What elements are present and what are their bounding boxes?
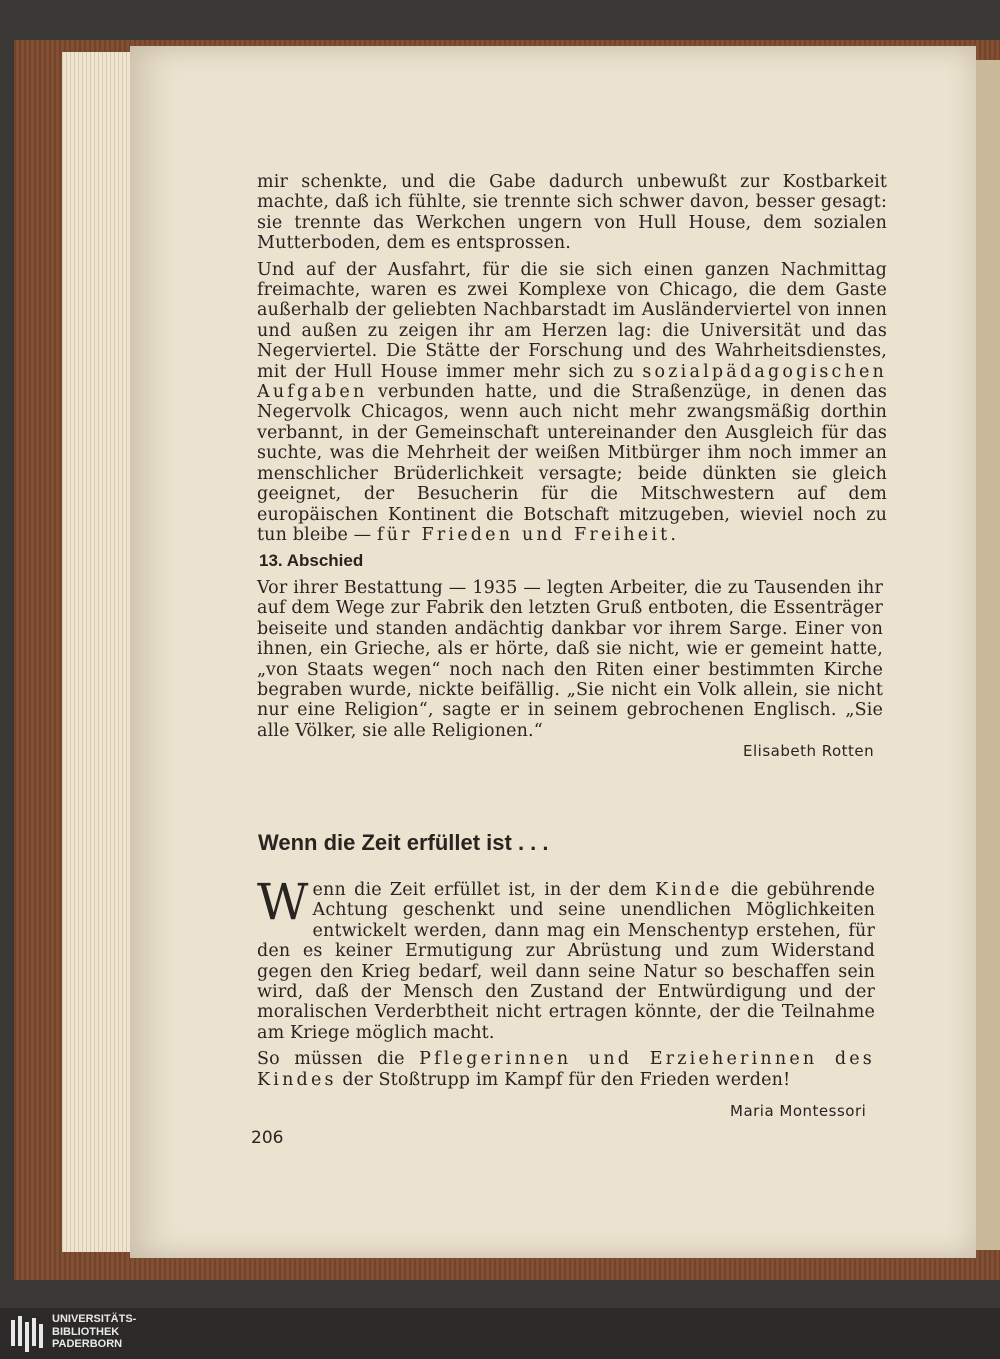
paragraph-4-emphasis: Kinde — [655, 880, 723, 900]
paragraph-5-text-a: So müssen die — [257, 1049, 405, 1070]
logo-line-2: BIBLIOTHEK — [52, 1325, 120, 1338]
author-signature-2: Maria Montessori — [730, 1102, 867, 1120]
section-heading: 13. Abschied — [259, 551, 364, 570]
paragraph-5-emphasis: Pflegerinnen und Erzieherinnen des Kindes — [257, 1049, 875, 1090]
library-logo-icon — [10, 1316, 46, 1352]
page-number: 206 — [251, 1128, 284, 1148]
paragraph-4-text-a: enn die Zeit erfüllet ist, in der dem — [312, 880, 647, 900]
paragraph-1: mir schenkte, und die Gabe dadurch unbewußt zur Kostbarkeit machte, daß ich fühlte, sie trennte sich schwer davon, besser gesagt: sie trennte das Werkchen ungern von Hull House, dem sozialen Mutterboden, dem es entsprossen. — [257, 172, 887, 254]
article-title: Wenn die Zeit erfüllet ist . . . — [258, 830, 549, 855]
paragraph-2-text-a: Und auf der Ausfahrt, für die sie sich einen ganzen Nachmittag freimachte, waren es zwei Komplexe von Chicago, die dem Gaste außerhalb der geliebten Nachbarstadt im Ausländerviertel von innen und außen zu zeigen ihr am Herzen lag: die Universität und das Negerviertel. Die Stätte der Forschung und des Wahrheitsdienstes, mit der Hull House immer mehr sich zu — [257, 259, 887, 382]
paragraph-2-emphasis-1: sozialpädagogischen Aufgaben — [257, 361, 887, 403]
paragraph-5 — [257, 1049, 875, 1090]
paragraph-4 — [257, 873, 875, 1043]
drop-cap: W — [257, 873, 309, 931]
library-logo-text — [52, 1313, 136, 1351]
paragraph-4-text-b: die gebührende Achtung geschenkt und seine unendlichen Möglichkeiten entwickelt werden, dann mag ein Menschentyp erstehen, für den es keiner Ermutigung zur Abrüstung und zum Widerstand gegen den Krieg bedarf, weil dann seine Natur so beschaffen sein wird, daß der Mensch den Zustand der Entwürdigung und der moralischen Verderbtheit nicht ertragen könnte, der die Teilnahme am Kriege möglich macht. — [257, 880, 875, 1043]
page-edges — [62, 52, 138, 1252]
paragraph-5-text-b: der Stoßtrupp im Kampf für den Frieden werden! — [342, 1069, 791, 1090]
paragraph-2-emphasis-2: für Frieden und Freiheit. — [377, 524, 680, 545]
paragraph-2 — [257, 260, 887, 546]
paragraph-3: Vor ihrer Bestattung — 1935 — legten Arbeiter, die zu Tausenden ihr auf dem Wege zur Fabrik den letzten Gruß entboten, die Essenträger beiseite und standen andächtig dankbar vor ihrem Sarge. Einer von ihnen, ein Grieche, als er hörte, daß sie nicht, wie er gemeint hatte, „von Staats wegen“ noch nach den Riten einer bestimmten Kirche begraben wurde, nickte beifällig. „Sie nicht ein Volk allein, sie nicht nur eine Religion“, sagte er in seinem gebrochenen Englisch. „Sie alle Völker, sie alle Religionen.“ — [257, 578, 883, 741]
library-footer — [0, 1308, 1000, 1359]
book-page — [130, 46, 976, 1258]
logo-line-1: UNIVERSITÄTS- — [52, 1313, 137, 1325]
text-block-middle — [257, 578, 883, 741]
text-block-lower — [257, 873, 875, 1090]
text-block-upper — [257, 172, 887, 545]
facing-page-edge — [972, 60, 1000, 1250]
author-signature-1: Elisabeth Rotten — [743, 742, 875, 760]
paragraph-2-text-b: verbunden hatte, und die Straßenzüge, in denen das Negervolk Chicagos, wenn auch nicht mehr zwangsmäßig dorthin verbannt, in der Gemeinschaft untereinander den Ausgleich für das suchte, was die Mehrheit der weißen Mitbürger ihm noch immer an menschlicher Brüderlichkeit versagte; beide dünkten sie gleich geeignet, der Besucherin für die Mitschwestern auf dem europäischen Kontinent die Botschaft mitzugeben, wieviel noch zu tun bleibe — — [257, 382, 887, 545]
logo-line-3: PADERBORN — [52, 1338, 123, 1350]
